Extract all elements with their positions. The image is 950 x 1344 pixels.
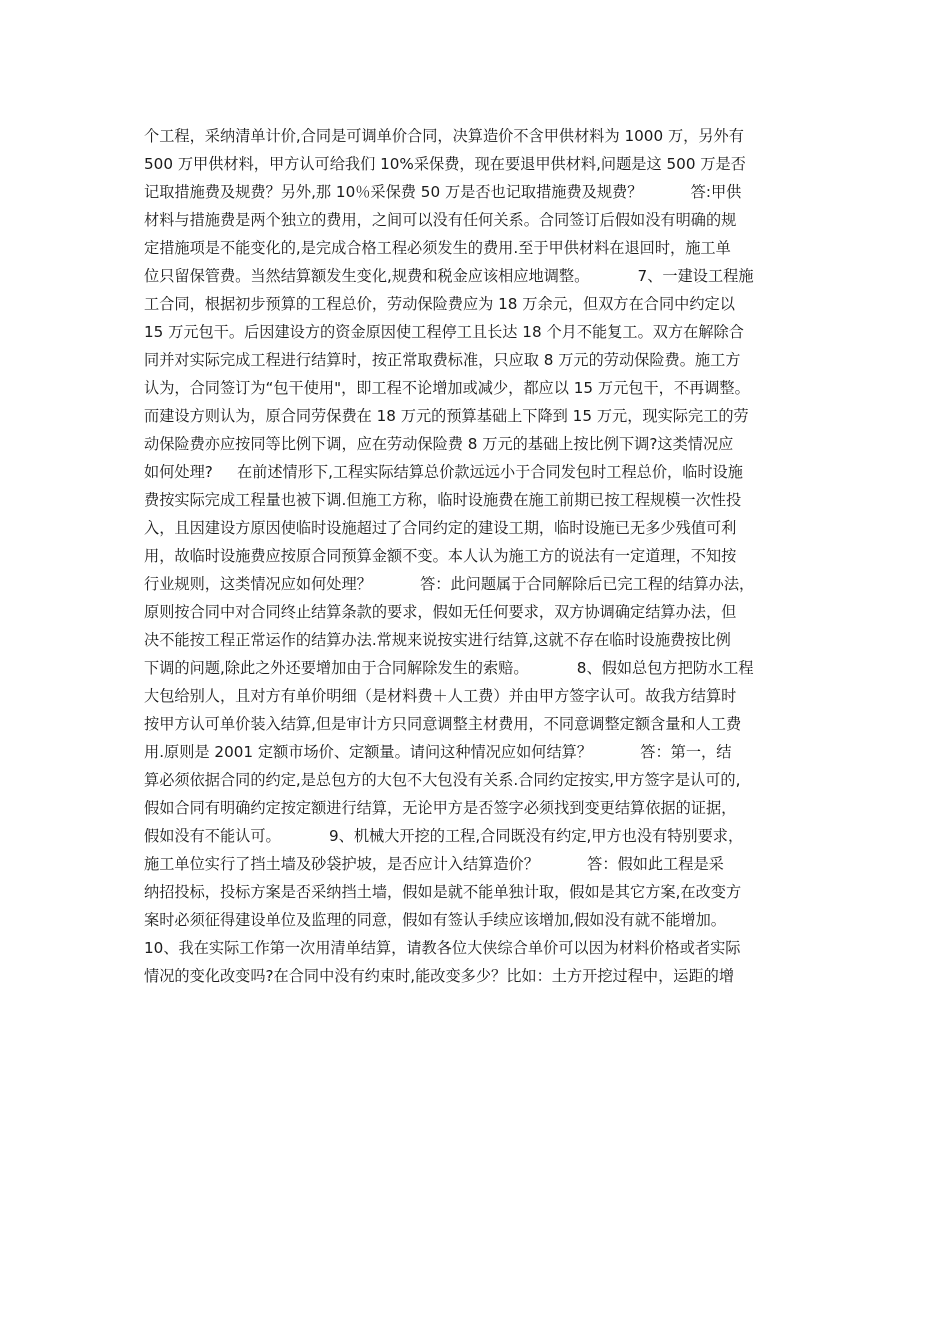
text-line: 材料与措施费是两个独立的费用，之间可以没有任何关系。合同签订后假如没有明确的规 [144, 211, 737, 229]
text-line: 15 万元包干。后因建设方的资金原因使工程停工且长达 18 个月不能复工。双方在解除合 [144, 323, 744, 341]
document-body [144, 122, 810, 990]
text-line: 行业规则，这类情况应如何处理？ 答：此问题属于合同解除后已完工程的结算办法， [144, 575, 755, 593]
text-line: 原则按合同中对合同终止结算条款的要求，假如无任何要求，双方协调确定结算办法，但 [144, 603, 737, 621]
text-line: 费按实际完成工程量也被下调.但施工方称，临时设施费在施工前期已按工程规模一次性投 [144, 491, 742, 509]
text-line: 同并对实际完成工程进行结算时，按正常取费标准，只应取 8 万元的劳动保险费。施工方 [144, 351, 741, 369]
text-line: 案时必须征得建设单位及监理的同意，假如有签认手续应该增加,假如没有就不能增加。 [144, 911, 726, 929]
text-line: 而建设方则认为，原合同劳保费在 18 万元的预算基础上下降到 15 万元，现实际完工的劳 [144, 407, 749, 425]
text-line: 用，故临时设施费应按原合同预算金额不变。本人认为施工方的说法有一定道理，不知按 [144, 547, 737, 565]
text-line: 施工单位实行了挡土墙及砂袋护坡，是否应计入结算造价？ 答：假如此工程是采 [144, 855, 724, 873]
text-line: 算必须依据合同的约定,是总包方的大包不大包没有关系.合同约定按实,甲方签字是认可的, [144, 771, 741, 789]
text-line: 下调的问题,除此之外还要增加由于合同解除发生的索赔。 8、假如总包方把防水工程 [144, 659, 754, 677]
text-line: 大包给别人，且对方有单价明细（是材料费＋人工费）并由甲方签字认可。故我方结算时 [144, 687, 737, 705]
text-line: 认为，合同签订为“包干使用"，即工程不论增加或减少，都应以 15 万元包干，不再调整。 [144, 379, 750, 397]
text-line: 记取措施费及规费？另外,那 10％采保费 50 万是否也记取措施费及规费？ 答:甲供 [144, 183, 742, 201]
text-line: 纳招投标，投标方案是否采纳挡土墙，假如是就不能单独计取，假如是其它方案,在改变方 [144, 883, 742, 901]
text-line: 500 万甲供材料，甲方认可给我们 10%采保费，现在要退甲供材料,问题是这 500 万是否 [144, 155, 746, 173]
text-line: 位只留保管费。当然结算额发生变化,规费和税金应该相应地调整。 7、一建设工程施 [144, 267, 754, 285]
text-line: 按甲方认可单价装入结算,但是审计方只同意调整主材费用，不同意调整定额含量和人工费 [144, 715, 742, 733]
text-line: 假如没有不能认可。 9、机械大开挖的工程,合同既没有约定,甲方也没有特别要求， [144, 827, 744, 845]
text-line: 决不能按工程正常运作的结算办法.常规来说按实进行结算,这就不存在临时设施费按比例 [144, 631, 731, 649]
text-line: 假如合同有明确约定按定额进行结算，无论甲方是否签字必须找到变更结算依据的证据， [144, 799, 737, 817]
text-line: 情况的变化改变吗?在合同中没有约束时,能改变多少？比如：土方开挖过程中，运距的增 [144, 967, 735, 985]
text-line: 定措施项是不能变化的,是完成合格工程必须发生的费用.至于甲供材料在退回时，施工单 [144, 239, 731, 257]
text-line: 用.原则是 2001 定额市场价、定额量。请问这种情况应如何结算？ 答：第一，结 [144, 743, 732, 761]
text-line: 个工程，采纳清单计价,合同是可调单价合同，决算造价不含甲供材料为 1000 万，另外有 [144, 127, 744, 145]
text-line: 入，且因建设方原因使临时设施超过了合同约定的建设工期，临时设施已无多少残值可利 [144, 519, 737, 537]
text-line: 工合同，根据初步预算的工程总价，劳动保险费应为 18 万余元，但双方在合同中约定以 [144, 295, 735, 313]
text-line: 10、我在实际工作第一次用清单结算，请教各位大侠综合单价可以因为材料价格或者实际 [144, 939, 741, 957]
text-line: 动保险费亦应按同等比例下调，应在劳动保险费 8 万元的基础上按比例下调?这类情况应 [144, 435, 734, 453]
text-line: 如何处理? 在前述情形下,工程实际结算总价款远远小于合同发包时工程总价，临时设施 [144, 463, 743, 481]
